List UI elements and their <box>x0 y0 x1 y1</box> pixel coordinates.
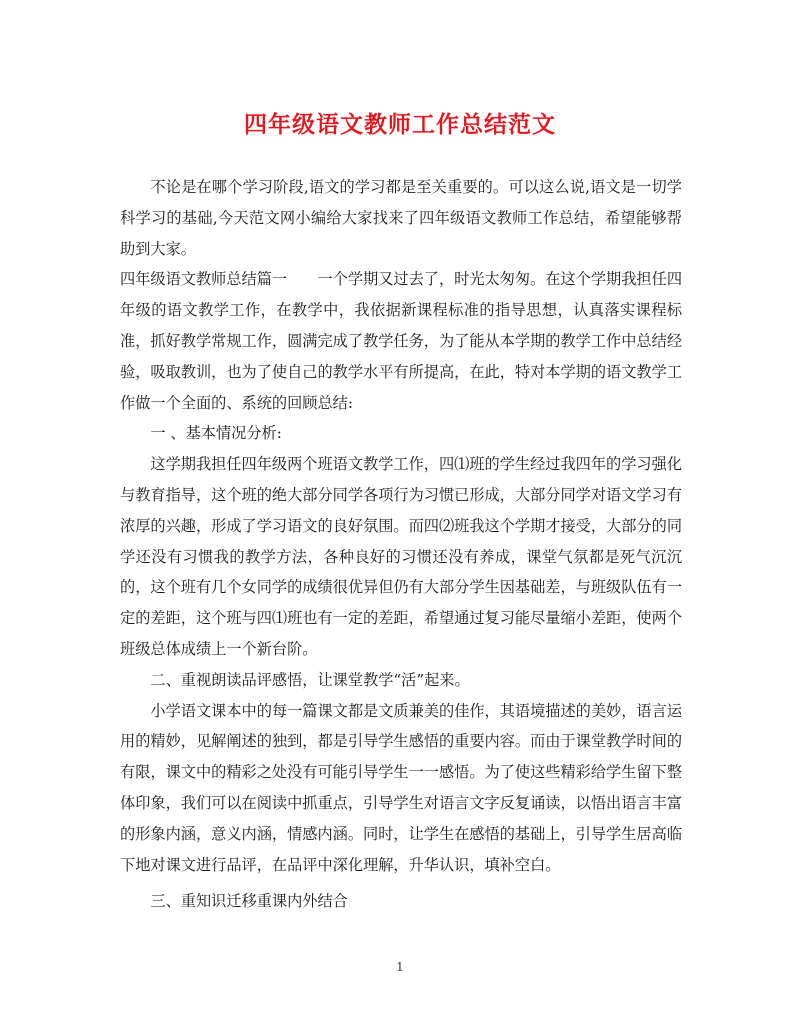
document-title: 四年级语文教师工作总结范文 <box>244 111 556 138</box>
summary-opening-paragraph: 四年级语文教师总结篇一 一个学期又过去了，时光太匆匆。在这个学期我担任四年级的语文教学工作，在教学中，我依据新课程标准的指导思想，认真落实课程标准，抓好教学常规工作，圆满完成了教学任务，为了能从本学期的教学工作中总结经验，吸取教训，也为了使自己的教学水平有所提高，在此，特对本学期的语文教学工作做一个全面的、系统的回顾总结: <box>120 270 682 412</box>
reading-paragraph: 小学语文课本中的每一篇课文都是文质兼美的佳作，其语境描述的美妙，语言运用的精妙，见解阐述的独到，都是引导学生感悟的重要内容。而由于课堂教学时间的有限，课文中的精彩之处没有可能引导学生一一感悟。为了使这些精彩给学生留下整体印象，我们可以在阅读中抓重点，引导学生对语言文字反复诵读，以悟出语言丰富的形象内涵，意义内涵，情感内涵。同时，让学生在感悟的基础上，引导学生居高临下地对课文进行品评，在品评中深化理解，升华认识，填补空白。 <box>120 701 682 874</box>
situation-paragraph: 这学期我担任四年级两个班语文教学工作，四⑴班的学生经过我四年的学习强化与教育指导，这个班的绝大部分同学各项行为习惯已形成，大部分同学对语文学习有浓厚的兴趣，形成了学习语文的良好氛围。而四⑵班我这个学期才接受，大部分的同学还没有习惯我的教学方法，各种良好的习惯还没有养成，课堂气氛都是死气沉沉的，这个班有几个女同学的成绩很优异但仍有大部分学生因基础差，与班级队伍有一定的差距，这个班与四⑴班也有一定的差距，希望通过复习能尽量缩小差距，使两个班级总体成绩上一个新台阶。 <box>120 455 682 658</box>
section-heading-3: 三、重知识迁移重课内外结合 <box>150 892 348 911</box>
document-body <box>120 172 682 917</box>
page-number: 1 <box>396 960 404 974</box>
section-heading-2: 二、重视朗读品评感悟，让课堂教学“活”起来。 <box>150 670 470 689</box>
intro-paragraph: 不论是在哪个学习阶段,语文的学习都是至关重要的。可以这么说,语文是一切学科学习的基础,今天范文网小编给大家找来了四年级语文教师工作总结，希望能够帮助到大家。 <box>120 178 682 258</box>
section-heading-1: 一 、基本情况分析: <box>150 424 282 443</box>
